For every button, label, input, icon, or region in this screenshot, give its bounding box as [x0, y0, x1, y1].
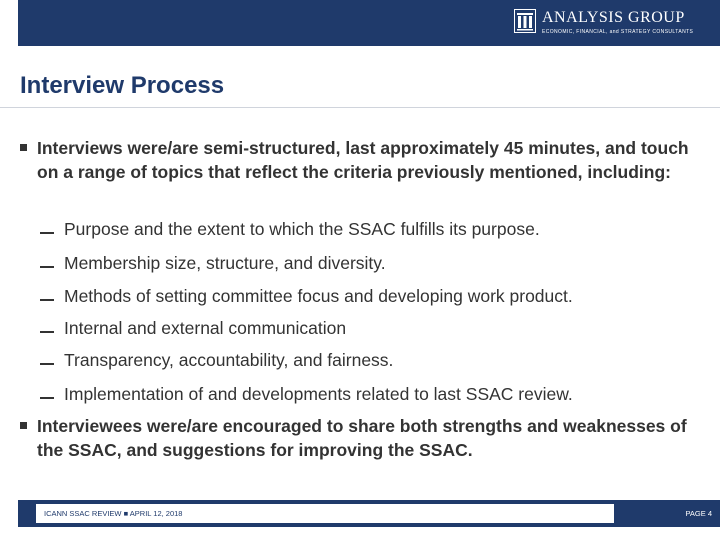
analysis-group-logo [514, 9, 694, 39]
bullet-text: Interviews were/are semi-structured, last approximately 45 minutes, and touch on a range of topics that reflect the criteria previously mentioned, including: [37, 138, 689, 182]
bullet-item-interviews [20, 137, 700, 184]
header-bar [18, 0, 720, 46]
footer-event-label: ICANN SSAC REVIEW ■ APRIL 12, 2018 [44, 509, 183, 518]
sub-item [40, 349, 393, 371]
dash-bullet-icon [40, 331, 54, 333]
dash-bullet-icon [40, 299, 54, 301]
dash-bullet-icon [40, 363, 54, 365]
dash-bullet-icon [40, 232, 54, 234]
title-divider [0, 107, 720, 108]
sub-item-text: Methods of setting committee focus and developing work product. [64, 286, 573, 306]
logo-tagline: ECONOMIC, FINANCIAL, and STRATEGY CONSULTANTS [542, 29, 694, 35]
sub-item-text: Purpose and the extent to which the SSAC fulfills its purpose. [64, 219, 540, 239]
sub-item-text: Membership size, structure, and diversity. [64, 253, 386, 273]
footer-bar [18, 500, 720, 527]
sub-item [40, 218, 540, 240]
sub-item-text: Transparency, accountability, and fairness. [64, 350, 394, 370]
slide-title: Interview Process [20, 72, 225, 99]
square-bullet-icon [20, 144, 27, 151]
footer-label-box [36, 504, 614, 523]
sub-item [40, 285, 573, 307]
sub-item [40, 317, 346, 339]
dash-bullet-icon [40, 266, 54, 268]
columns-logo-icon [514, 9, 536, 33]
square-bullet-icon [20, 422, 27, 429]
dash-bullet-icon [40, 397, 54, 399]
logo-name: ANALYSIS GROUP [542, 9, 685, 26]
sub-item-text: Implementation of and developments related to last SSAC review. [64, 384, 573, 404]
bullet-text: Interviewees were/are encouraged to share both strengths and weaknesses of the SSAC, and suggestions for improving the SSAC. [37, 416, 687, 460]
page-number: PAGE 4 [685, 509, 712, 518]
sub-item [40, 252, 386, 274]
sub-item [40, 383, 573, 405]
sub-item-text: Internal and external communication [64, 318, 347, 338]
bullet-item-interviewees [20, 415, 700, 462]
